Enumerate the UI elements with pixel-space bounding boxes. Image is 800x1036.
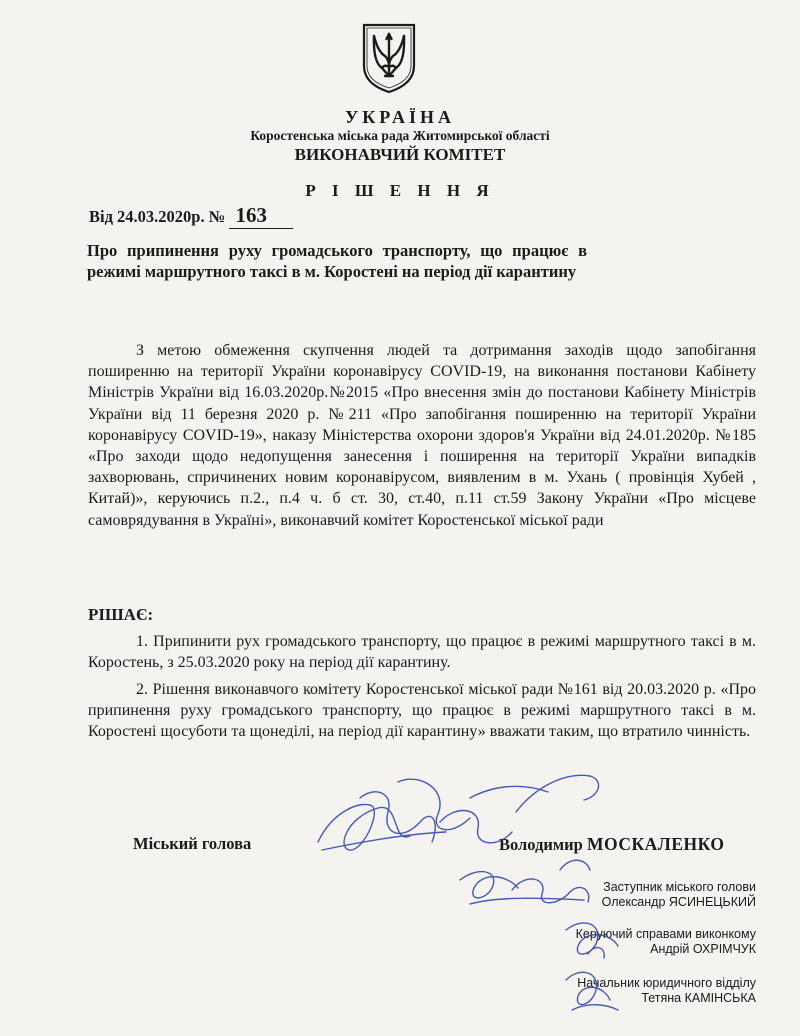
signatory-position: Міський голова xyxy=(133,834,252,853)
decision-number: 163 xyxy=(229,203,293,229)
decision-subject: Про припинення руху громадського транспорту, що працює в режимі маршрутного таксі в м. Коростені на період дії карантину xyxy=(87,241,587,281)
signatory-name xyxy=(499,834,724,855)
committee-name: ВИКОНАВЧИЙ КОМІТЕТ xyxy=(294,145,506,164)
approval-block xyxy=(560,927,756,957)
council-name: Коростенська міська рада Житомирської області xyxy=(250,128,550,143)
resolve-label: РІШАЄ: xyxy=(88,605,154,624)
resolution-item: 1. Припинити рух громадського транспорту, що працює в режимі маршрутного таксі в м. Коростень, з 25.03.2020 року на період дії карантину. xyxy=(88,633,756,672)
approval-title: Заступник міського голови xyxy=(603,880,756,894)
approval-block xyxy=(560,880,756,910)
trident-coat-of-arms-icon xyxy=(361,22,417,94)
signatory-last-name: МОСКАЛЕНКО xyxy=(586,834,725,854)
country-title: УКРАЇНА xyxy=(345,107,455,127)
decision-dateline xyxy=(89,203,293,229)
approval-name: Олександр ЯСИНЕЦЬКИЙ xyxy=(601,895,756,909)
signatory-first-name: Володимир xyxy=(499,835,587,854)
approval-title: Керуючий справами виконкому xyxy=(575,927,756,941)
decision-date: Від 24.03.2020р. № xyxy=(89,207,226,226)
approval-block xyxy=(560,976,756,1006)
resolution-item: 2. Рішення виконавчого комітету Коростенської міської ради №161 від 20.03.2020 р. «Про припинення руху громадського транспорту, що працює в режимі маршрутного таксі в м. Коростені щосуботи та щонеділі, на період дії карантину» вважати таким, що втратило чинність. xyxy=(88,681,756,741)
approval-name: Андрій ОХРІМЧУК xyxy=(650,942,756,956)
approval-title: Начальник юридичного відділу xyxy=(577,976,756,990)
preamble-paragraph: З метою обмеження скупчення людей та дотримання заходів щодо запобігання поширенню на території України коронавірусу COVID-19, на виконання постанови Кабінету Міністрів України від 16.03.2020р.№2015 «Про внесення змін до постанови Кабінету Міністрів України від 11 березня 2020 р. №211 «Про запобігання поширенню на території України коронавірусу COVID-19», наказу Міністерства охорони здоров'я України від 24.01.2020р. №185 «Про заходи щодо недопущення занесення і поширення на території України випадків захворювань, спричинених новим коронавірусом, виявленим в м. Ухань ( провінція Хубей , Китай)», керуючись п.2., п.4 ч. б ст. 30, ст.40, п.11 ст.59 Закону України «Про місцеве самоврядування в Україні», виконавчий комітет Коростенської міської ради xyxy=(88,342,756,529)
decision-title: Р І Ш Е Н Н Я xyxy=(305,181,495,200)
approval-name: Тетяна КАМІНСЬКА xyxy=(641,991,756,1005)
